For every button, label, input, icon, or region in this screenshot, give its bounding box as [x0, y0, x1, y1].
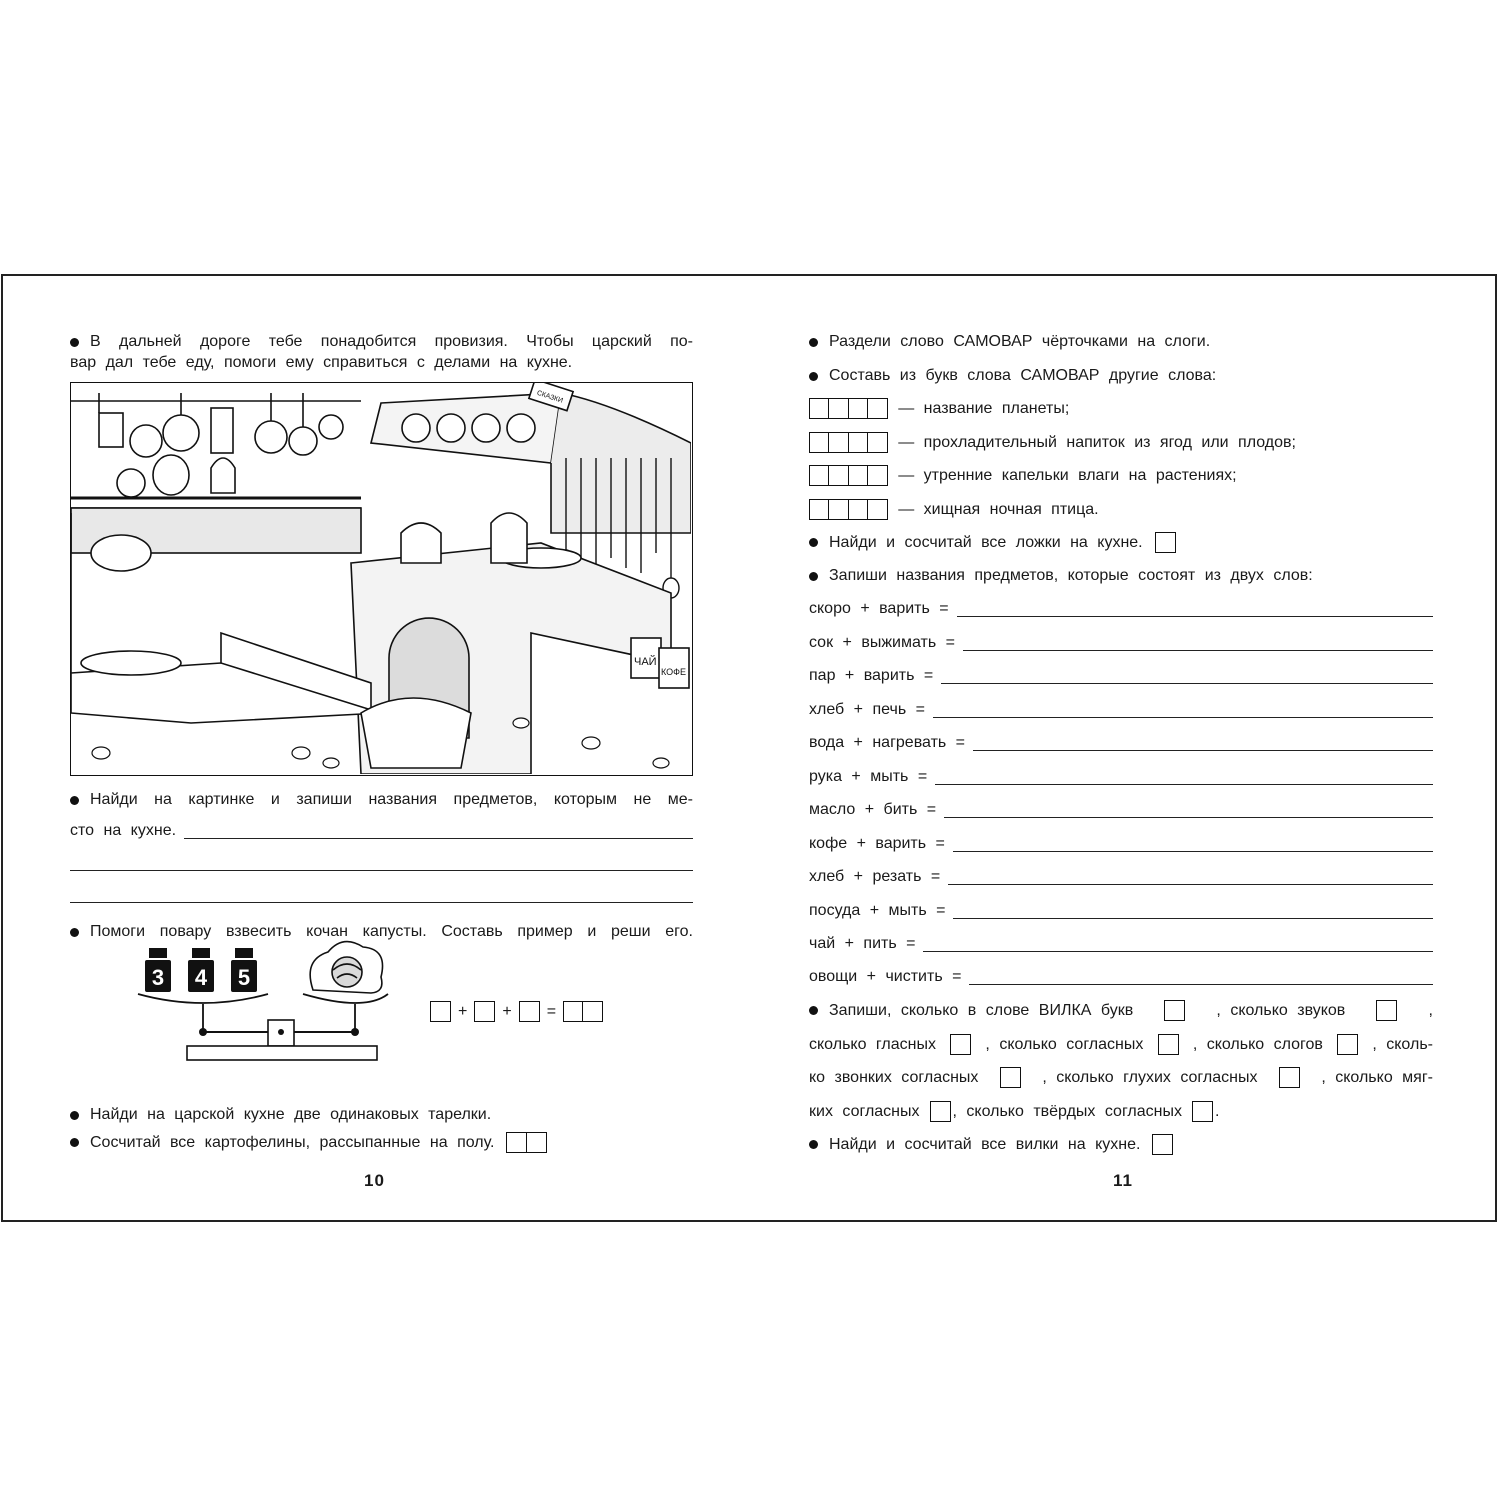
word-clue-dew: — утренние капельки влаги на растениях; — [809, 465, 1237, 486]
answer-box[interactable] — [1152, 1134, 1173, 1155]
answer-boxes-4[interactable] — [809, 499, 888, 520]
bullet — [70, 928, 79, 937]
answer-box[interactable] — [1164, 1000, 1185, 1021]
find-items-line-2: сто на кухне. — [70, 821, 693, 841]
coffee-jar-label: КОФЕ — [661, 667, 686, 677]
answer-line[interactable] — [948, 869, 1433, 885]
weigh-task: Помоги повару взвесить кочан капусты. Составь пример и реши его. — [70, 922, 693, 942]
answer-line[interactable] — [963, 635, 1433, 651]
bullet — [809, 1140, 818, 1149]
answer-box[interactable] — [1279, 1067, 1300, 1088]
answer-line[interactable] — [933, 702, 1433, 718]
balance-scale — [133, 940, 393, 1090]
compose-task: Составь из букв слова САМОВАР другие слова: — [809, 366, 1216, 386]
answer-line[interactable] — [957, 601, 1433, 617]
word-clue-planet: — название планеты; — [809, 398, 1069, 419]
bullet — [809, 372, 818, 381]
answer-line[interactable] — [973, 735, 1433, 751]
answer-box[interactable] — [930, 1101, 951, 1122]
compound-row: хлеб + печь = — [809, 700, 1433, 720]
answer-line[interactable] — [944, 802, 1433, 818]
answer-line[interactable] — [935, 769, 1433, 785]
answer-box[interactable] — [1158, 1034, 1179, 1055]
answer-box-2[interactable] — [506, 1132, 546, 1153]
vilka-line-2: сколько гласных , сколько согласных , сколько слогов , сколь- — [809, 1034, 1433, 1055]
answer-box[interactable] — [1337, 1034, 1358, 1055]
answer-line[interactable] — [70, 870, 693, 871]
compound-row: хлеб + резать = — [809, 867, 1433, 887]
workbook-spread — [1, 274, 1497, 1222]
answer-boxes-4[interactable] — [809, 432, 888, 453]
page-number-right: 11 — [1113, 1171, 1133, 1190]
compound-row: овощи + чистить = — [809, 967, 1433, 987]
answer-box[interactable] — [1376, 1000, 1397, 1021]
bullet — [70, 1111, 79, 1120]
potatoes-task: Сосчитай все картофелины, рассыпанные на полу. — [70, 1132, 547, 1153]
answer-line[interactable] — [953, 836, 1433, 852]
compound-row: скоро + варить = — [809, 599, 1433, 619]
answer-line[interactable] — [941, 668, 1433, 684]
page-number-left: 10 — [364, 1171, 385, 1190]
fairy-tales-book-label: СКАЗКИ — [535, 389, 564, 405]
answer-line[interactable] — [969, 969, 1433, 985]
kitchen-illustration — [70, 382, 693, 776]
bullet — [70, 1138, 79, 1147]
weight-3-label: 3 — [151, 965, 165, 990]
compound-task: Запиши названия предметов, которые состоят из двух слов: — [809, 566, 1313, 586]
compound-row: посуда + мыть = — [809, 901, 1433, 921]
answer-box[interactable] — [1155, 532, 1176, 553]
compound-row: масло + бить = — [809, 800, 1433, 820]
answer-line[interactable] — [70, 902, 693, 903]
weight-4-label: 4 — [194, 965, 208, 990]
intro-line-2: вар дал тебе еду, помоги ему справиться с делами на кухне. — [70, 354, 573, 371]
vilka-line-3: ко звонких согласных , сколько глухих согласных , сколько мяг- — [809, 1067, 1433, 1088]
answer-boxes-4[interactable] — [809, 465, 888, 486]
answer-box[interactable] — [474, 1001, 495, 1022]
bullet — [809, 572, 818, 581]
spoons-task: Найди и сосчитай все ложки на кухне. — [809, 532, 1176, 553]
forks-task: Найди и сосчитай все вилки на кухне. — [809, 1134, 1173, 1155]
weigh-equation: + + = — [430, 1001, 603, 1022]
vilka-line-1: Запиши, сколько в слове ВИЛКА букв , сколько звуков , — [809, 1000, 1433, 1021]
bullet — [70, 796, 79, 805]
compound-row: пар + варить = — [809, 666, 1433, 686]
answer-box[interactable] — [1000, 1067, 1021, 1088]
word-clue-owl: — хищная ночная птица. — [809, 499, 1099, 520]
find-items-line-1: Найди на картинке и запиши названия предметов, которым не ме- — [70, 790, 693, 810]
compound-row: сок + выжимать = — [809, 633, 1433, 653]
compound-row: кофе + варить = — [809, 834, 1433, 854]
tea-jar-label: ЧАЙ — [634, 656, 657, 668]
bullet — [809, 338, 818, 347]
answer-line[interactable] — [923, 936, 1433, 952]
answer-box[interactable] — [430, 1001, 451, 1022]
bullet — [809, 538, 818, 547]
plates-task: Найди на царской кухне две одинаковых тарелки. — [70, 1105, 491, 1125]
syllables-task: Раздели слово САМОВАР чёрточками на слоги. — [809, 332, 1210, 352]
answer-box[interactable] — [1192, 1101, 1213, 1122]
answer-box[interactable] — [519, 1001, 540, 1022]
intro-line-1: В дальней дороге тебе понадобится провизия. Чтобы царский по- — [70, 332, 693, 352]
bullet — [809, 1006, 818, 1015]
compound-row: рука + мыть = — [809, 767, 1433, 787]
compound-row: чай + пить = — [809, 934, 1433, 954]
answer-line[interactable] — [184, 823, 693, 839]
answer-boxes-4[interactable] — [809, 398, 888, 419]
compound-row: вода + нагревать = — [809, 733, 1433, 753]
bullet — [70, 338, 79, 347]
answer-box[interactable] — [950, 1034, 971, 1055]
cabbage-icon — [310, 942, 382, 993]
weight-5-label: 5 — [237, 965, 251, 990]
answer-box-2[interactable] — [563, 1001, 603, 1022]
answer-line[interactable] — [953, 903, 1433, 919]
word-clue-drink: — прохладительный напиток из ягод или плодов; — [809, 432, 1296, 453]
vilka-line-4: ких согласных , сколько твёрдых согласных . — [809, 1101, 1219, 1122]
